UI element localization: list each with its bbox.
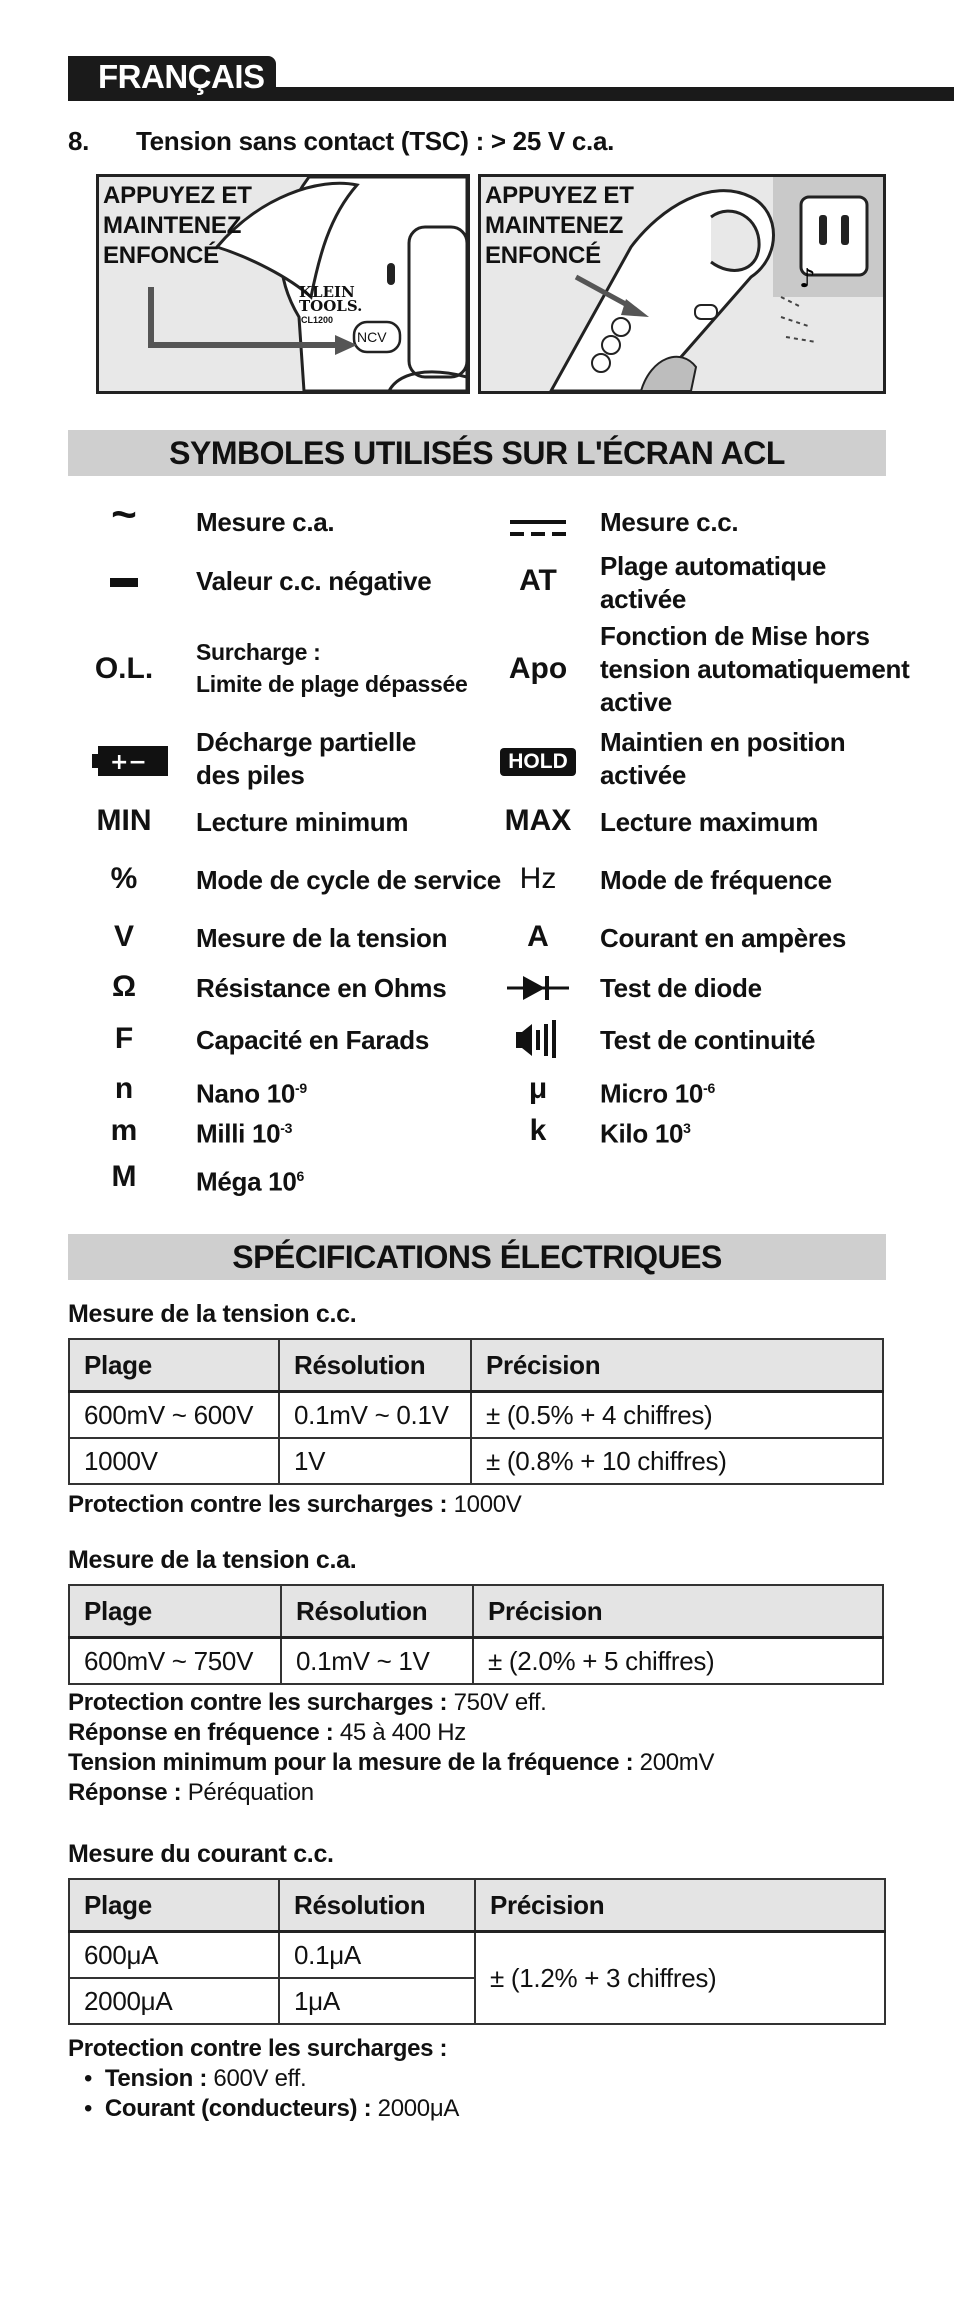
column-header: Résolution [279,1879,475,1932]
dc-voltage-protection: Protection contre les surcharges : 1000V [68,1491,522,1518]
table-cell: 600mV ~ 750V [69,1638,281,1685]
column-header: Précision [471,1339,883,1392]
negative-dc-symbol [76,564,172,598]
column-header: Plage [69,1879,279,1932]
voltage-desc: Mesure de la tension [196,923,448,953]
ac-voltage-table [68,1584,884,1685]
overload-desc: Surcharge : Limite de plage dépassée [196,639,468,697]
bullet-item: • Tension : 600V eff. [84,2065,307,2092]
ac-voltage-notes [68,1688,714,1808]
ac-desc: Mesure c.a. [196,507,335,537]
dc-current-heading: Mesure du courant c.c. [68,1840,334,1868]
ohm-desc: Résistance en Ohms [196,973,447,1003]
section-number: 8. [68,126,90,156]
column-header: Résolution [281,1585,473,1638]
table-cell-merged: ± (1.2% + 3 chiffres) [475,1932,885,2025]
symbols-section-title: SYMBOLES UTILISÉS SUR L'ÉCRAN ACL [68,430,886,476]
press-hold-label: APPUYEZ ET MAINTENEZ ENFONCÉ [485,182,634,269]
frequency-symbol: Hz [519,862,557,895]
percent-symbol: % [110,862,138,895]
note-line: Tension minimum pour la mesure de la fréquence : 200mV [68,1749,715,1776]
milli-desc: Milli $10^{-3}$ [196,1118,293,1149]
battery-icon [84,744,180,786]
column-header: Précision [473,1585,883,1638]
svg-text:♪: ♪ [799,264,816,294]
mega-symbol: M [111,1160,137,1193]
dc-voltage-heading: Mesure de la tension c.c. [68,1300,357,1328]
farad-desc: Capacité en Farads [196,1025,430,1055]
table-cell: 600mV ~ 600V [69,1392,279,1439]
press-hold-label: APPUYEZ ET MAINTENEZ ENFONCÉ [103,182,252,269]
ncv-button-label: NCV [357,329,387,345]
diode-icon [490,974,586,1010]
column-header: Plage [69,1339,279,1392]
ohm-symbol: Ω [111,970,137,1003]
svg-text:+−: +− [110,750,147,775]
dc-current-table [68,1878,886,2025]
battery-desc: Décharge partielle des piles [196,727,417,790]
language-tab: FRANÇAIS [68,56,276,98]
frequency-desc: Mode de fréquence [600,865,832,895]
table-cell: 0.1mV ~ 0.1V [279,1392,471,1439]
hold-badge: HOLD [490,742,586,776]
continuity-desc: Test de continuité [600,1025,816,1055]
min-symbol: MIN [96,804,152,837]
nano-desc: Nano $10^{-9}$ [196,1078,307,1109]
table-row [69,1638,883,1685]
max-desc: Lecture maximum [600,807,819,837]
ampere-symbol: A [527,920,549,953]
note-line: Réponse en fréquence : 45 à 400 Hz [68,1719,466,1746]
bullet-item: • Courant (conducteurs) : 2000μA [84,2095,460,2122]
kilo-desc: Kilo $10^3$ [600,1118,691,1149]
nano-symbol: n [114,1072,134,1105]
table-row [69,1932,885,1979]
negative-dc-desc: Valeur c.c. négative [196,566,432,596]
table-cell: 1μA [279,1978,475,2024]
micro-desc: Micro $10^{-6}$ [600,1078,715,1109]
micro-symbol: μ [528,1072,548,1105]
duty-cycle-desc: Mode de cycle de service [196,865,501,895]
table-cell: 0.1mV ~ 1V [281,1638,473,1685]
ac-symbol: ~ [111,490,137,539]
kilo-symbol: k [529,1114,547,1147]
hold-desc: Maintien en position activée [600,727,846,790]
dc-icon [490,512,586,546]
section-8-heading [68,126,614,157]
column-header: Précision [475,1879,885,1932]
illustration-right [478,174,886,394]
autorange-symbol: AT [519,564,557,597]
note-line: Protection contre les surcharges : [68,2035,448,2062]
ampere-desc: Courant en ampères [600,923,847,953]
table-cell: 1000V [69,1438,279,1484]
table-cell: ± (0.5% + 4 chiffres) [471,1392,883,1439]
table-cell: 1V [279,1438,471,1484]
overload-symbol: O.L. [94,652,154,685]
note-line: Protection contre les surcharges : 750V eff. [68,1689,547,1716]
illustration-left [96,174,470,394]
table-cell: 2000μA [69,1978,279,2024]
brand-logo: KLEIN TOOLS. [299,283,363,315]
specs-section-title: SPÉCIFICATIONS ÉLECTRIQUES [68,1234,886,1280]
apo-desc: Fonction de Mise hors tension automatiquement active [600,621,910,717]
farad-symbol: F [114,1022,134,1055]
note-line: Réponse : Péréquation [68,1779,314,1806]
column-header: Résolution [279,1339,471,1392]
milli-symbol: m [110,1114,138,1147]
table-cell: ± (0.8% + 10 chiffres) [471,1438,883,1484]
mega-desc: Méga $10^6$ [196,1166,305,1197]
column-header: Plage [69,1585,281,1638]
ac-voltage-heading: Mesure de la tension c.a. [68,1546,357,1574]
dc-desc: Mesure c.c. [600,507,739,537]
min-desc: Lecture minimum [196,807,409,837]
diode-desc: Test de diode [600,973,762,1003]
voltage-symbol: V [113,920,134,953]
max-symbol: MAX [504,804,572,837]
apo-symbol: Apo [508,652,568,685]
dc-current-protection [68,2034,459,2124]
table-row [69,1392,883,1439]
dc-voltage-table [68,1338,884,1485]
model-label: CL1200 [301,315,334,325]
table-cell: ± (2.0% + 5 chiffres) [473,1638,883,1685]
continuity-icon [490,1020,586,1066]
autorange-desc: Plage automatique activée [600,551,827,614]
table-cell: 600μA [69,1932,279,1979]
table-row [69,1438,883,1484]
table-cell: 0.1μA [279,1932,475,1979]
section-title: Tension sans contact (TSC) : > 25 V c.a. [136,126,615,156]
